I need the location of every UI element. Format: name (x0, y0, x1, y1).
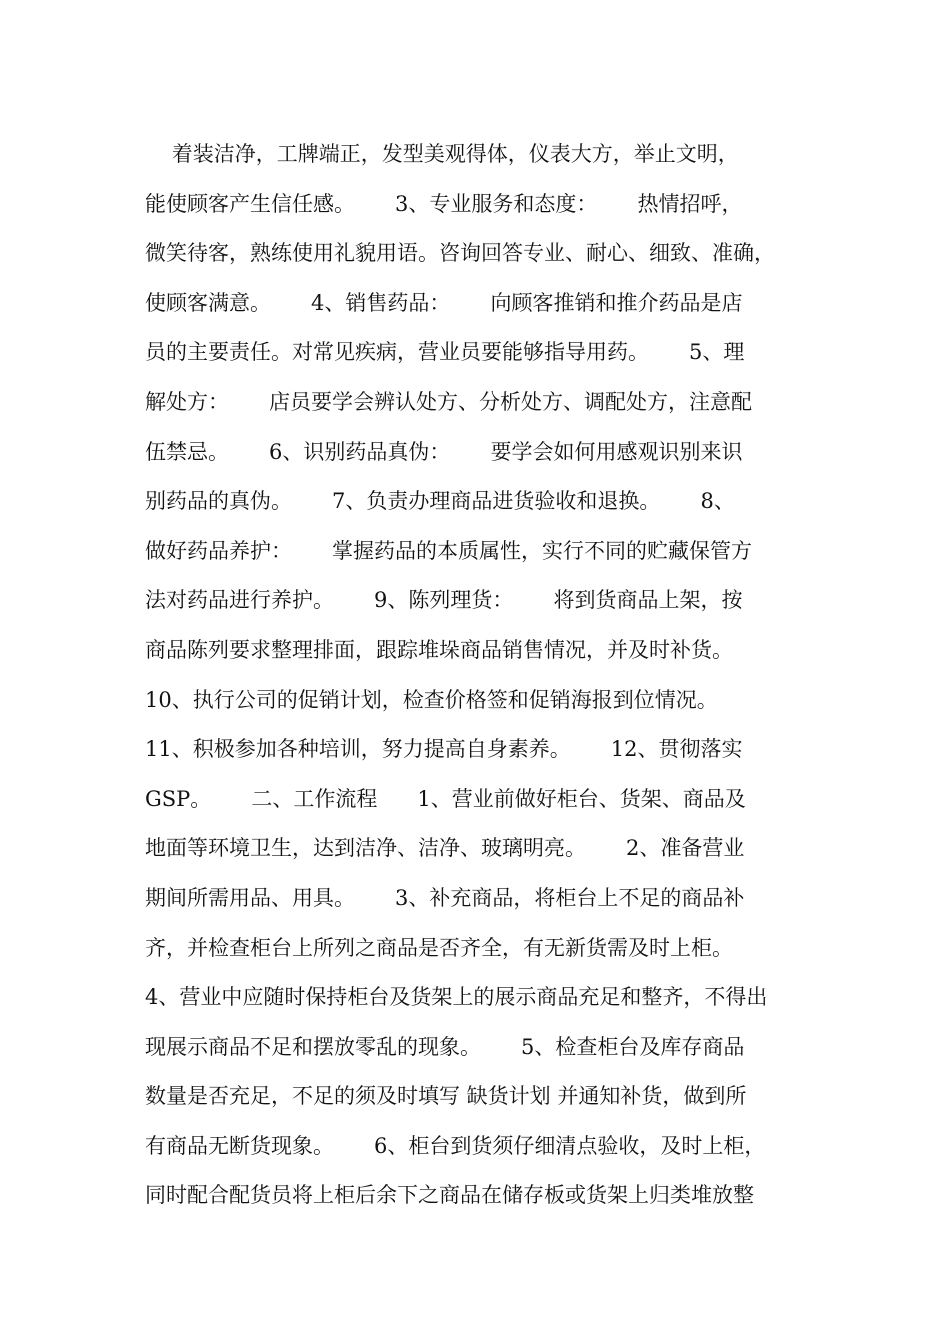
text-line-5: 员的主要责任。对常见疾病，营业员要能够指导用药。 5、理 (145, 340, 745, 365)
text-line-12: 10、执行公司的促销计划，检查价格签和促销海报到位情况。 (145, 687, 718, 712)
text-line-17: 齐，并检查柜台上所列之商品是否齐全，有无新货需及时上柜。 (145, 935, 733, 960)
text-line-19: 现展示商品不足和摆放零乱的现象。 5、检查柜台及库存商品 (145, 1034, 745, 1059)
text-line-13: 11、积极参加各种培训，努力提高自身素养。 12、贯彻落实 (145, 737, 743, 762)
text-line-20: 数量是否充足，不足的须及时填写 缺货计划 并通知补货，做到所 (145, 1084, 747, 1109)
text-line-9: 做好药品养护： 掌握药品的本质属性，实行不同的贮藏保管方 (145, 538, 753, 563)
text-line-16: 期间所需用品、用具。 3、补充商品，将柜台上不足的商品补 (145, 885, 745, 910)
text-line-11: 商品陈列要求整理排面，跟踪堆垛商品销售情况，并及时补货。 (145, 637, 733, 662)
text-line-22: 同时配合配货员将上柜后余下之商品在储存板或货架上归类堆放整 (145, 1183, 754, 1208)
text-line-1: 着装洁净，工牌端正，发型美观得体，仪表大方，举止文明， (145, 142, 739, 166)
text-line-14: GSP。 二、工作流程 1、营业前做好柜台、货架、商品及 (145, 786, 746, 811)
text-line-4: 使顾客满意。 4、销售药品： 向顾客推销和推介药品是店 (145, 290, 743, 315)
text-line-10: 法对药品进行养护。 9、陈列理货： 将到货商品上架，按 (145, 588, 743, 613)
body-text (145, 130, 835, 1221)
text-line-3: 微笑待客，熟练使用礼貌用语。咨询回答专业、耐心、细致、准确， (145, 241, 775, 266)
text-line-6: 解处方： 店员要学会辨认处方、分析处方、调配处方，注意配 (145, 389, 753, 414)
text-line-2: 能使顾客产生信任感。 3、专业服务和态度： 热情招呼， (145, 191, 743, 216)
text-line-15: 地面等环境卫生，达到洁净、洁净、玻璃明亮。 2、准备营业 (145, 836, 745, 861)
text-line-7: 伍禁忌。 6、识别药品真伪： 要学会如何用感观识别来识 (145, 439, 743, 464)
text-line-21: 有商品无断货现象。 6、柜台到货须仔细清点验收，及时上柜， (145, 1133, 766, 1158)
text-line-18: 4、营业中应随时保持柜台及货架上的展示商品充足和整齐，不得出 (145, 985, 768, 1010)
text-line-8: 别药品的真伪。 7、负责办理商品进货验收和退换。 8、 (145, 489, 735, 514)
